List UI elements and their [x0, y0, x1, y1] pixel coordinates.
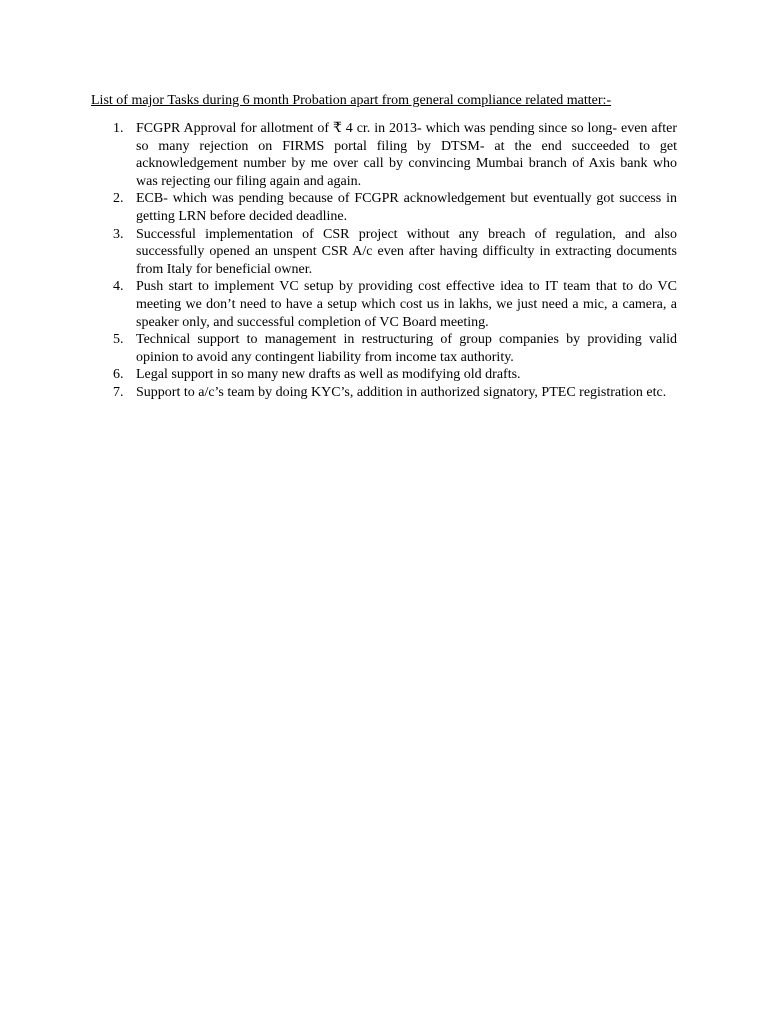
- task-list: [91, 120, 677, 402]
- task-number: 7.: [113, 384, 124, 400]
- task-text: Legal support in so many new drafts as well as modifying old drafts.: [136, 367, 521, 383]
- task-text: FCGPR Approval for allotment of ₹ 4 cr. in 2013- which was pending since so long- even after so many rejection on FIRMS portal filing by DTSM- at the end succeeded to get acknowledgement number by me over call by convincing Mumbai branch of Axis bank who was rejecting our filing again and again.: [136, 121, 677, 189]
- task-number: 5.: [113, 332, 124, 348]
- task-item: [91, 226, 677, 279]
- task-number: 4.: [113, 279, 124, 295]
- task-number: 6.: [113, 367, 124, 383]
- task-number: 3.: [113, 226, 124, 242]
- task-item: [91, 120, 677, 190]
- task-text: Technical support to management in restructuring of group companies by providing valid opinion to avoid any contingent liability from income tax authority.: [136, 332, 677, 365]
- task-text: ECB- which was pending because of FCGPR acknowledgement but eventually got success in getting LRN before decided deadline.: [136, 191, 677, 224]
- task-item: [91, 331, 677, 366]
- task-text: Successful implementation of CSR project without any breach of regulation, and also successfully opened an unspent CSR A/c even after having difficulty in extracting documents from Italy for beneficial owner.: [136, 226, 677, 277]
- task-item: [91, 366, 677, 384]
- task-number: 1.: [113, 121, 124, 136]
- task-item: [91, 278, 677, 331]
- task-text: Support to a/c’s team by doing KYC’s, addition in authorized signatory, PTEC registration etc.: [136, 384, 667, 400]
- task-item: [91, 190, 677, 225]
- task-item: [91, 384, 677, 402]
- task-text: Push start to implement VC setup by providing cost effective idea to IT team that to do VC meeting we don’t need to have a setup which cost us in lakhs, we just need a mic, a camera, a speaker only, and successful completion of VC Board meeting.: [136, 279, 677, 330]
- task-number: 2.: [113, 191, 124, 207]
- document-heading: List of major Tasks during 6 month Probation apart from general compliance related matter:-: [91, 93, 612, 108]
